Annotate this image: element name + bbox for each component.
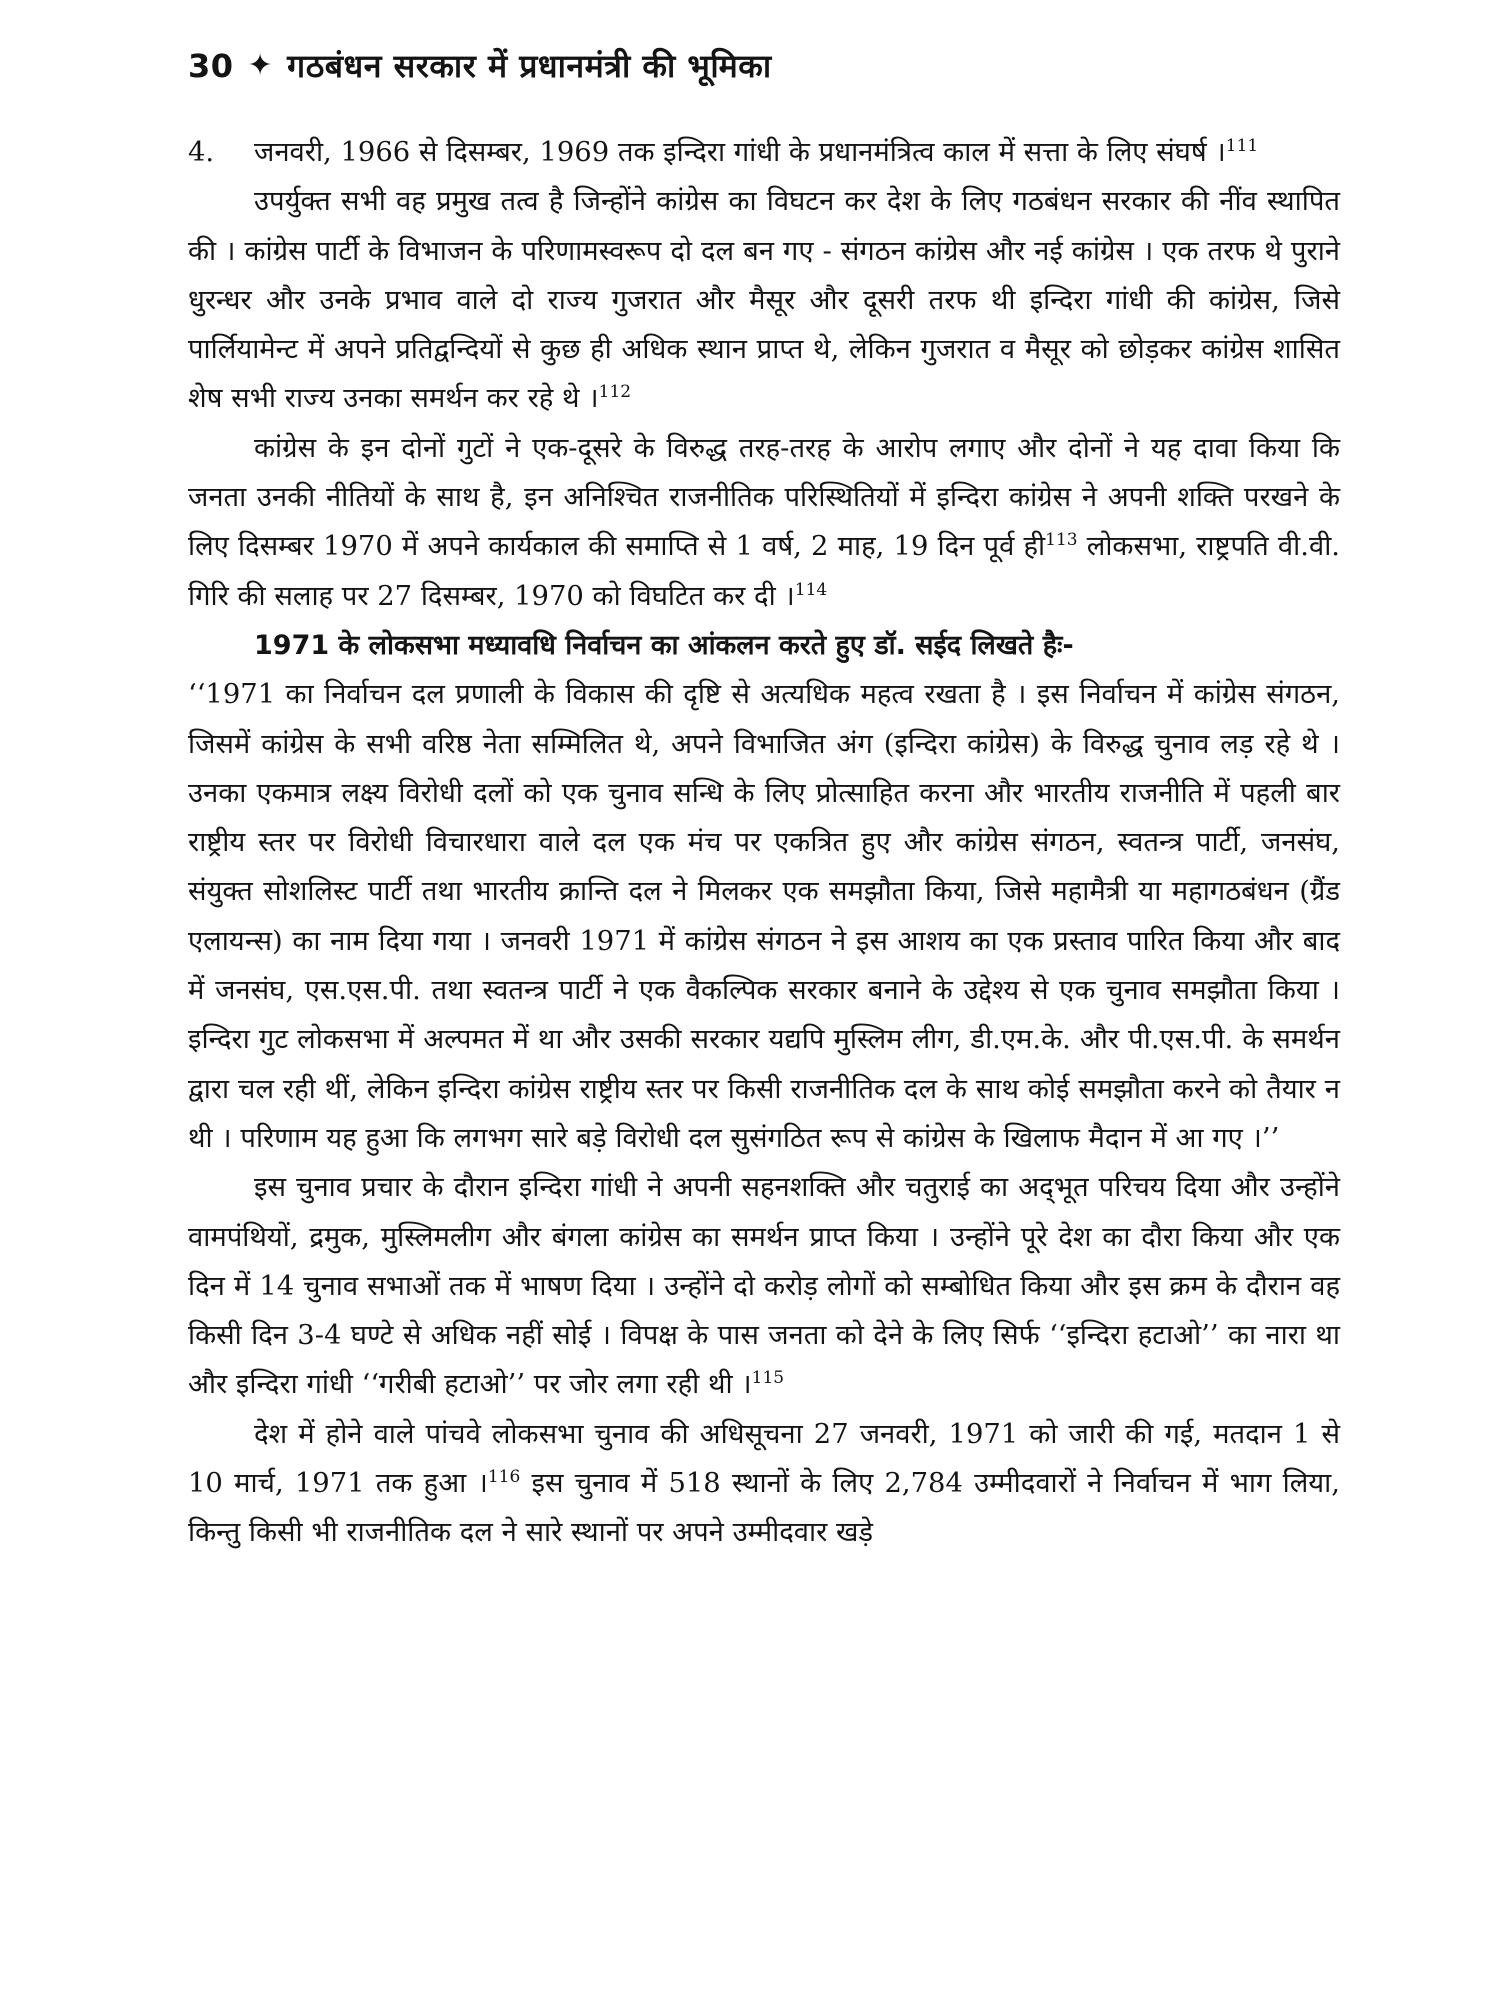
section-heading: 1971 के लोकसभा मध्यावधि निर्वाचन का आंकलन करते हुए डॉ. सईद लिखते हैः- xyxy=(254,629,1074,661)
paragraph-2 xyxy=(188,424,1340,621)
footnote-ref: 115 xyxy=(751,1368,785,1389)
paragraph-3 xyxy=(188,1163,1340,1409)
running-title: गठबंधन सरकार में प्रधानमंत्री की भूमिका xyxy=(287,47,772,85)
footnote-ref: 111 xyxy=(1225,135,1259,156)
paragraph-3-text: इस चुनाव प्रचार के दौरान इन्दिरा गांधी ने अपनी सहनशक्ति और चतुराई का अद्‌भूत परिचय दिया और उन्होंने वामपंथियों, द्रमुक, मुस्लिमलीग और बंगला कांग्रेस का समर्थन प्राप्त किया । उन्होंने पूरे देश का दौरा किया और एक दिन में 14 चुनाव सभाओं तक में भाषण दिया । उन्होंने दो करोड़ लोगों को सम्बोधित किया और इस क्रम के दौरान वह किसी दिन 3-4 घण्टे से अधिक नहीं सोई । विपक्ष के पास जनता को देने के लिए सिर्फ ‘‘इन्दिरा हटाओ’’ का नारा था और इन्दिरा गांधी ‘‘गरीबी हटाओ’’ पर जोर लगा रही थी । xyxy=(188,1172,1340,1401)
list-item-4 xyxy=(188,128,1340,177)
block-quote: ‘‘1971 का निर्वाचन दल प्रणाली के विकास की दृष्टि से अत्यधिक महत्व रखता है । इस निर्वाचन में कांग्रेस संगठन, जिसमें कांग्रेस के सभी वरिष्ठ नेता सम्मिलित थे, अपने विभाजित अंग (इन्दिरा कांग्रेस) के विरुद्ध चुनाव लड़ रहे थे । उनका एकमात्र लक्ष्य विरोधी दलों को एक चुनाव सन्धि के लिए प्रोत्साहित करना और भारतीय राजनीति में पहली बार राष्ट्रीय स्तर पर विरोधी विचारधारा वाले दल एक मंच पर एकत्रित हुए और कांग्रेस संगठन, स्वतन्त्र पार्टी, जनसंघ, संयुक्त सोशलिस्ट पार्टी तथा भारतीय क्रान्ति दल ने मिलकर एक समझौता किया, जिसे महामैत्री या महागठबंधन (ग्रैंड एलायन्स) का नाम दिया गया । जनवरी 1971 में कांग्रेस संगठन ने इस आशय का एक प्रस्ताव पारित किया और बाद में जनसंघ, एस.एस.पी. तथा स्वतन्त्र पार्टी ने एक वैकल्पिक सरकार बनाने के उद्देश्य से एक चुनाव समझौता किया । इन्दिरा गुट लोकसभा में अल्पमत में था और उसकी सरकार यद्यपि मुस्लिम लीग, डी.एम.के. और पी.एस.पी. के समर्थन द्वारा चल रही थीं, लेकिन इन्दिरा कांग्रेस राष्ट्रीय स्तर पर किसी राजनीतिक दल के साथ कोई समझौता करने को तैयार न थी । परिणाम यह हुआ कि लगभग सारे बड़े विरोधी दल सुसंगठित रूप से कांग्रेस के खिलाफ मैदान में आ गए ।’’ xyxy=(188,679,1340,1154)
footnote-ref: 116 xyxy=(487,1466,521,1487)
list-item-text xyxy=(254,128,1340,177)
paragraph-4-text-b: इस चुनाव में 518 स्थानों के लिए 2,784 उम्मीदवारों ने निर्वाचन में भाग लिया, किन्तु किसी भी राजनीतिक दल ने सारे स्थानों पर अपने उम्मीदवार खड़े xyxy=(188,1468,1340,1549)
page-number: 30 xyxy=(188,46,234,85)
paragraph-1 xyxy=(188,177,1340,423)
running-header xyxy=(188,44,772,87)
paragraph-4-text-a: देश में होने वाले पांचवे लोकसभा चुनाव की अधिसूचना 27 जनवरी, 1971 को जारी की गई, मतदान 1 से 10 मार्च, 1971 तक हुआ । xyxy=(188,1418,1340,1500)
paragraph-2-text-b: लोकसभा, राष्ट्रपति वी.वी. गिरि की सलाह पर 27 दिसम्बर, 1970 को विघटित कर दी । xyxy=(188,531,1340,612)
star-ornament-icon: ✦ xyxy=(247,48,274,83)
footnote-ref: 112 xyxy=(598,382,632,403)
list-item-number: 4. xyxy=(188,137,215,168)
paragraph-2-text-a: कांग्रेस के इन दोनों गुटों ने एक-दूसरे के विरुद्ध तरह-तरह के आरोप लगाए और दोनों ने यह दावा किया कि जनता उनकी नीतियों के साथ है, इन अनिश्चित राजनीतिक परिस्थितियों में इन्दिरा कांग्रेस ने अपनी शक्ति परखने के लिए दिसम्बर 1970 में अपने कार्यकाल की समाप्ति से 1 वर्ष, 2 माह, 19 दिन पूर्व ही xyxy=(188,432,1340,563)
list-item-body: जनवरी, 1966 से दिसम्बर, 1969 तक इन्दिरा गांधी के प्रधानमंत्रित्व काल में सत्ता के लिए संघर्ष । xyxy=(254,137,1226,168)
paragraph-4 xyxy=(188,1410,1340,1558)
page-body xyxy=(188,128,1340,1558)
footnote-ref: 114 xyxy=(794,579,828,600)
footnote-ref: 113 xyxy=(1045,530,1078,551)
paragraph-1-text: उपर्युक्त सभी वह प्रमुख तत्व है जिन्होंने कांग्रेस का विघटन कर देश के लिए गठबंधन सरकार की नींव स्थापित की । कांग्रेस पार्टी के विभाजन के परिणामस्वरूप दो दल बन गए - संगठन कांग्रेस और नई कांग्रेस । एक तरफ थे पुराने धुरन्धर और उनके प्रभाव वाले दो राज्य गुजरात और मैसूर और दूसरी तरफ थी इन्दिरा गांधी की कांग्रेस, जिसे पार्लियामेन्ट में अपने प्रतिद्वन्दियों से कुछ ही अधिक स्थान प्राप्त थे, लेकिन गुजरात व मैसूर को छोड़कर कांग्रेस शासित शेष सभी राज्य उनका समर्थन कर रहे थे । xyxy=(188,186,1340,415)
